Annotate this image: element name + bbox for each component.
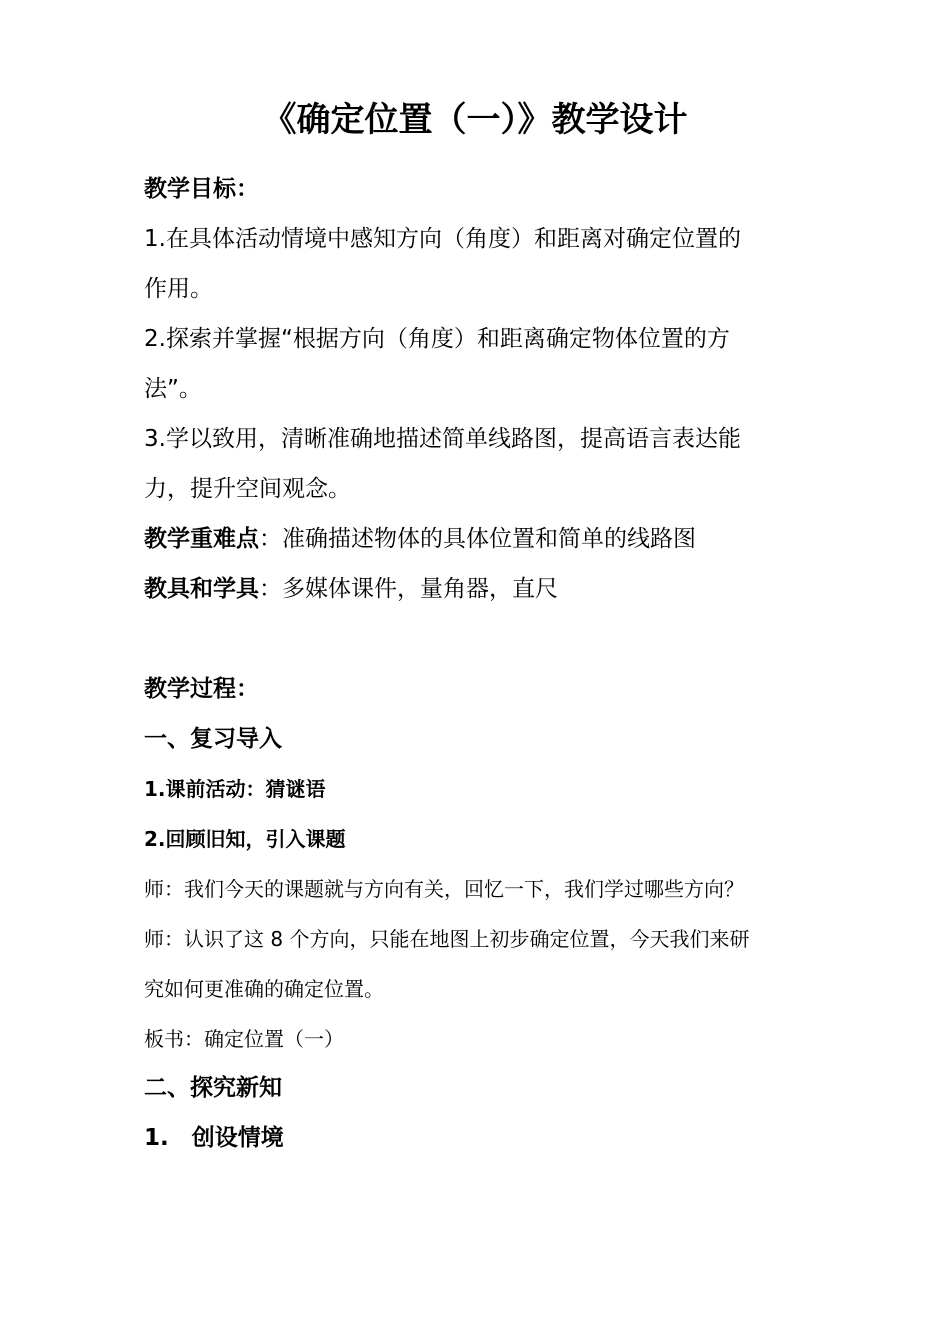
section-2-item-1: 1. 创设情境 xyxy=(144,1125,284,1151)
objective-line-6: 力，提升空间观念。 xyxy=(144,476,351,502)
section-1-line-2: 师：认识了这 8 个方向，只能在地图上初步确定位置，今天我们来研 xyxy=(144,927,750,951)
objective-line-5: 3.学以致用，清晰准确地描述简单线路图，提高语言表达能 xyxy=(144,426,741,452)
objectives-heading: 教学目标： xyxy=(144,176,259,202)
section-1-title: 一、复习导入 xyxy=(144,726,282,752)
section-1-item-1: 1.课前活动：猜谜语 xyxy=(144,777,326,801)
document-title: 《确定位置（一）》教学设计 xyxy=(262,100,688,140)
board-note: 板书：确定位置（一） xyxy=(144,1027,344,1051)
key-points-text: ：准确描述物体的具体位置和简单的线路图 xyxy=(259,526,696,552)
tools-label: 教具和学具 xyxy=(144,576,259,602)
section-2-title: 二、探究新知 xyxy=(144,1075,282,1101)
tools-line xyxy=(144,571,558,607)
section-1-line-1: 师：我们今天的课题就与方向有关，回忆一下，我们学过哪些方向？ xyxy=(144,877,744,901)
key-points-line xyxy=(144,521,696,557)
process-heading: 教学过程： xyxy=(144,676,259,702)
tools-text: ：多媒体课件，量角器，直尺 xyxy=(259,576,558,602)
objective-line-4: 法”。 xyxy=(144,376,202,402)
section-1-item-2: 2.回顾旧知，引入课题 xyxy=(144,827,346,851)
objective-line-3: 2.探索并掌握“根据方向（角度）和距离确定物体位置的方 xyxy=(144,326,730,352)
section-1-line-3: 究如何更准确的确定位置。 xyxy=(144,977,384,1001)
objective-line-1: 1.在具体活动情境中感知方向（角度）和距离对确定位置的 xyxy=(144,226,741,252)
objective-line-2: 作用。 xyxy=(144,276,213,302)
key-points-label: 教学重难点 xyxy=(144,526,259,552)
